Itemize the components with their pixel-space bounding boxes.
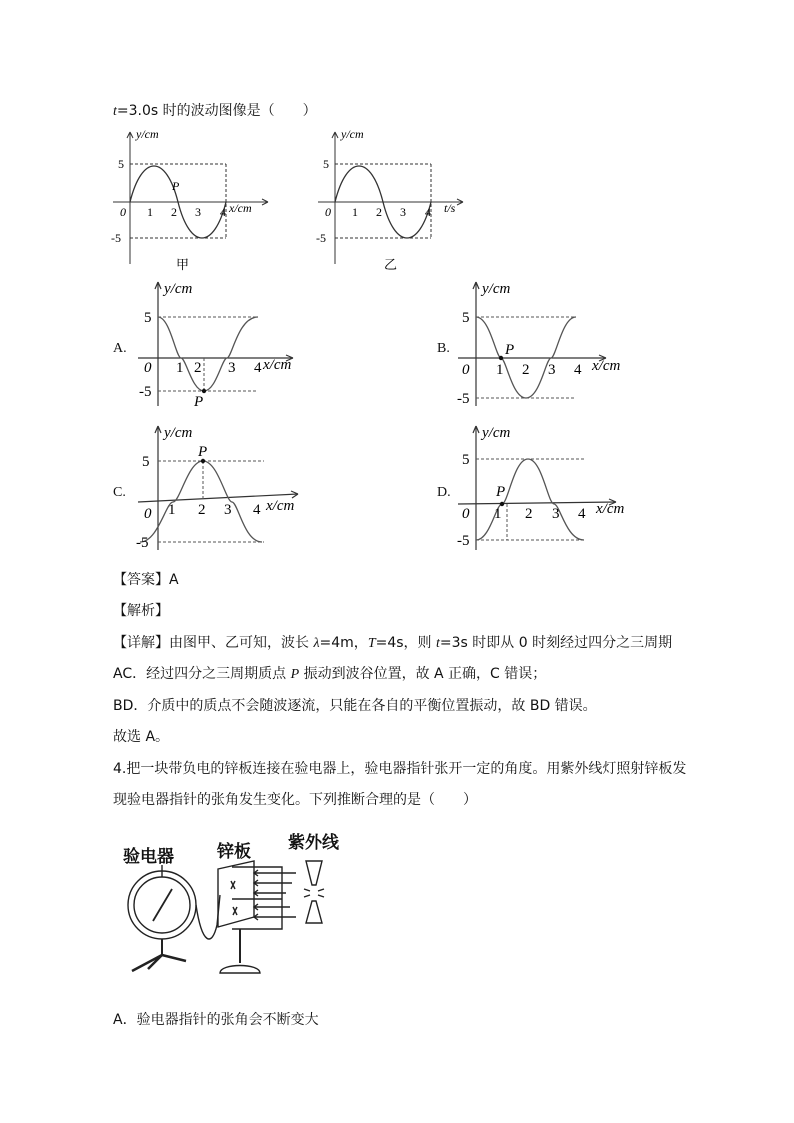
x-tick-2: 2 [171,205,177,219]
label-zinc-plate: 锌板 [217,842,251,862]
uv-light-rays [304,889,324,897]
uv-lamp-bottom [306,901,322,923]
x-tick-4: 4 [254,360,262,376]
y-tick-5: 5 [462,310,470,326]
x-axis-label: x/cm [596,501,625,517]
uv-arrow-1 [254,870,296,876]
detail-line-4: 故选 A。 [113,729,170,745]
stem-variable-t: t [113,104,117,119]
label-electroscope: 验电器 [123,847,174,867]
question-stem [113,101,317,122]
x-tick-4: 4 [425,205,431,219]
graph-jia [108,124,278,274]
detail-ac-text-b: 振动到波谷位置，故 A 正确，C 错误； [299,666,547,682]
y-tick-neg5: -5 [136,535,149,551]
option-b-letter[interactable]: B. [437,341,450,356]
detail-line-2 [113,664,546,685]
lambda-symbol: λ [313,636,320,651]
question4-line-1: 4.把一块带负电的锌板连接在验电器上，验电器指针张开一定的角度。用紫外线灯照射锌板发 [113,761,687,777]
charge-mark-bottom [233,907,237,915]
x-tick-3: 3 [548,362,556,378]
wave-curve [476,459,584,540]
x-tick-2: 2 [194,360,202,376]
stem-text: =3.0s 时的波动图像是（ ） [116,103,317,119]
y-tick-5: 5 [144,310,152,326]
option-d-graph [456,424,636,554]
answer-value: A [169,572,179,588]
origin-label: 0 [120,205,126,219]
period-symbol: T [367,636,376,651]
x-tick-1: 1 [176,360,184,376]
uv-arrow-3 [254,890,286,896]
x-tick-3: 3 [400,205,406,219]
x-tick-1: 1 [352,205,358,219]
point-p-label: P [172,179,180,193]
graph-caption: 乙 [384,258,398,273]
x-tick-2: 2 [198,502,206,518]
point-p-label: P [496,484,506,500]
x-tick-3: 3 [552,506,560,522]
detail-text-c: =4s，则 [375,635,436,651]
y-tick-5: 5 [323,157,329,171]
y-tick-neg5: -5 [457,533,470,549]
zinc-stand-base [220,966,260,974]
point-p-dot [499,356,503,360]
detail-ac-text-a: AC．经过四分之三周期质点 [113,666,291,682]
answer-line [113,570,179,590]
y-axis-label: y/cm [136,127,159,141]
uv-arrow-2 [254,880,292,886]
point-p-symbol: P [290,667,300,682]
origin-label: 0 [462,362,470,378]
y-tick-neg5: -5 [457,391,470,407]
uv-arrow-4 [254,904,290,910]
wave-curve [158,317,258,391]
option-c-graph [138,424,308,554]
x-axis-label: x/cm [592,358,621,374]
analysis-label: 【解析】 [113,603,169,619]
option-c-letter[interactable]: C. [113,485,126,500]
y-axis-label: y/cm [482,425,511,441]
point-p-label: P [198,444,208,460]
point-p-label: P [505,342,515,358]
x-tick-1: 1 [168,502,176,518]
detail-line-3: BD．介质中的质点不会随波逐流，只能在各自的平衡位置振动，故 BD 错误。 [113,698,597,714]
electroscope-needle [153,889,172,921]
graph-caption: 甲 [176,258,190,273]
detail-label: 【详解】 [113,635,169,651]
x-tick-4: 4 [253,502,261,518]
answer-label: 【答案】 [113,572,169,588]
x-tick-4: 4 [578,506,586,522]
y-tick-5: 5 [142,454,150,470]
experiment-illustration [120,855,360,985]
connecting-wire [196,895,220,939]
detail-text-b: =4m， [319,635,368,651]
detail-line-1 [113,633,672,654]
x-tick-3: 3 [228,360,236,376]
option-a-graph [138,280,308,410]
uv-lamp-top [306,861,322,885]
x-axis-label: x/cm [263,357,292,373]
option-b-graph [456,280,626,410]
x-tick-2: 2 [525,506,533,522]
y-tick-neg5: -5 [316,231,326,245]
uv-arrow-5 [254,914,296,920]
y-axis-label: y/cm [341,127,364,141]
x-tick-1: 1 [496,362,504,378]
origin-label: 0 [144,360,152,376]
x-axis-label: x/cm [229,201,252,215]
charge-mark-top [231,881,235,889]
electroscope-tripod [132,955,186,971]
label-uv-light: 紫外线 [288,833,339,853]
question4-line-2: 现验电器指针的张角发生变化。下列推断合理的是（ ） [113,792,477,808]
x-tick-1: 1 [147,205,153,219]
y-tick-neg5: -5 [111,231,121,245]
question4-option-a[interactable]: A．验电器指针的张角会不断变大 [113,1012,319,1028]
origin-label: 0 [462,506,470,522]
x-tick-3: 3 [224,502,232,518]
detail-text-a: 由图甲、乙可知，波长 [169,635,314,651]
time-symbol: t [436,636,440,651]
zinc-plate-side [218,861,254,927]
origin-label: 0 [325,205,331,219]
option-a-letter[interactable]: A. [113,341,127,356]
x-tick-2: 2 [376,205,382,219]
y-tick-neg5: -5 [139,384,152,400]
y-tick-5: 5 [118,157,124,171]
x-tick-4: 4 [220,205,226,219]
y-axis-label: y/cm [482,281,511,297]
point-p-dot [202,389,206,393]
x-tick-2: 2 [522,362,530,378]
y-axis-label: y/cm [164,425,193,441]
x-axis-label: t/s [444,201,456,215]
detail-text-d: =3s 时即从 0 时刻经过四分之三周期 [439,635,673,651]
graph-yi [313,124,483,274]
y-tick-5: 5 [462,452,470,468]
x-tick-4: 4 [574,362,582,378]
point-p-label: P [194,394,204,410]
y-axis-label: y/cm [164,281,193,297]
x-axis [458,502,616,504]
x-tick-3: 3 [195,205,201,219]
origin-label: 0 [144,506,152,522]
x-tick-1: 1 [494,506,502,522]
option-d-letter[interactable]: D. [437,485,451,500]
x-axis-label: x/cm [266,498,295,514]
